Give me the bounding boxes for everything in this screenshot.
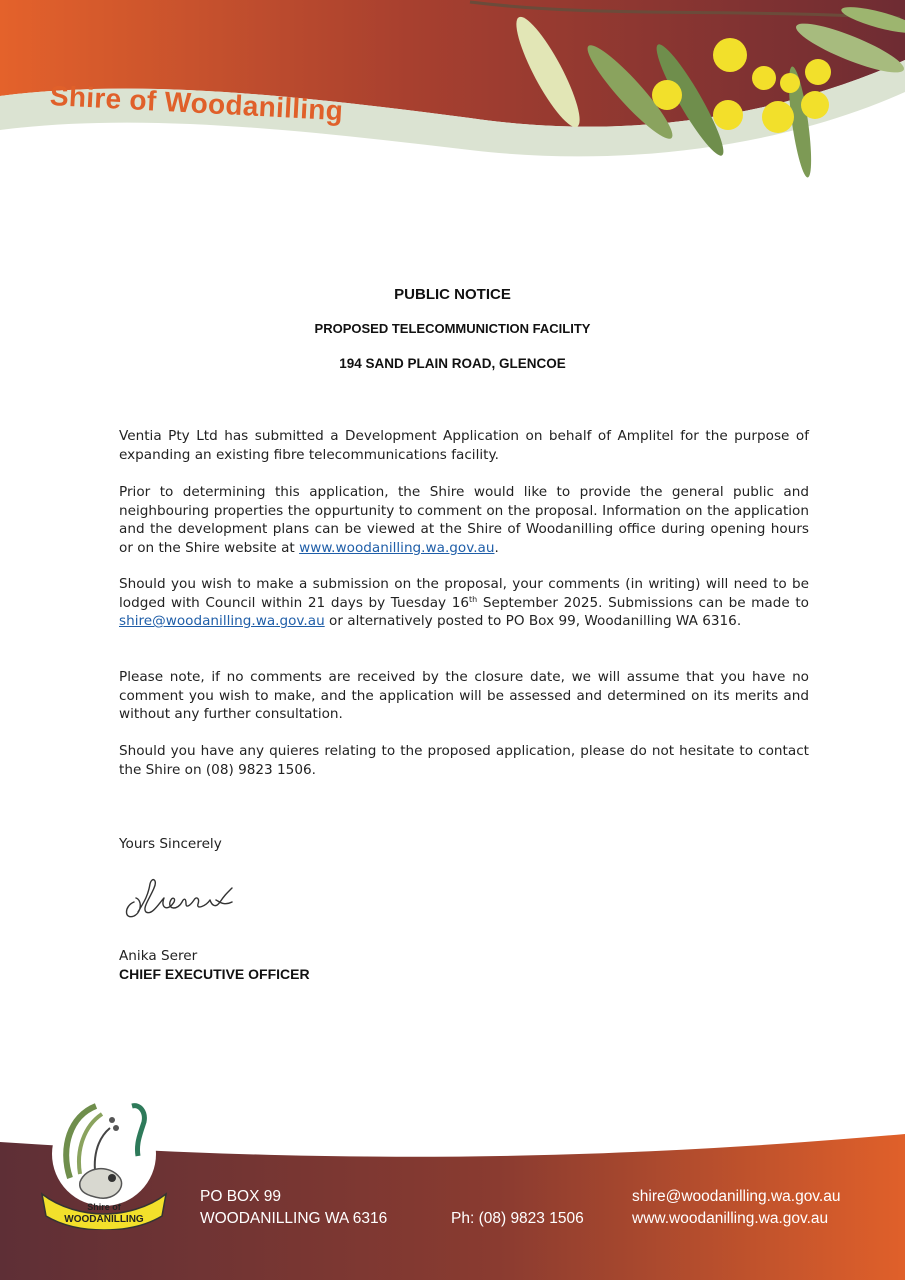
paragraph-submission-text-3: or alternatively posted to PO Box 99, Woodanilling WA 6316. (324, 613, 742, 629)
signature-image (120, 872, 250, 926)
email-link[interactable]: shire@woodanilling.wa.gov.au (119, 613, 325, 629)
paragraph-information-text: Prior to determining this application, the Shire would like to provide the general public and neighbouring properties the oppurtunity to comment on the proposal. Information on the application and the development plans can be viewed at the Shire of Woodanilling office during opening hours or on the Shire website at (119, 484, 809, 556)
website-link[interactable]: www.woodanilling.wa.gov.au (299, 539, 495, 556)
footer-email: shire@woodanilling.wa.gov.au (632, 1188, 841, 1205)
signer-title: CHIEF EXECUTIVE OFFICER (119, 966, 310, 982)
footer-website: www.woodanilling.wa.gov.au (632, 1210, 829, 1227)
paragraph-submission-text-2: September 2025. Submissions can be made to (477, 594, 809, 611)
brand-name: Shire of Woodanilling (49, 80, 344, 127)
paragraph-application: Ventia Pty Ltd has submitted a Development Application on behalf of Amplitel for the purpose of expanding an existing fibre telecommunications facility. (119, 428, 809, 463)
paragraph-submission (119, 575, 809, 631)
notice-address: 194 SAND PLAIN ROAD, GLENCOE (339, 356, 566, 371)
crest-text-bottom: WOODANILLING (64, 1214, 144, 1225)
shire-crest-logo (40, 1098, 168, 1230)
ordinal-suffix: th (469, 594, 478, 604)
footer-po-box: PO BOX 99 (200, 1188, 281, 1205)
notice-title: PUBLIC NOTICE (394, 286, 511, 303)
paragraph-information (119, 483, 809, 557)
crest-text-top: Shire of (87, 1202, 121, 1212)
paragraph-submission-text: Should you wish to make a submission on the proposal, your comments (in writing) will need to be lodged with Council within 21 days by Tuesday 16 (119, 576, 809, 611)
closing-salutation: Yours Sincerely (119, 836, 222, 852)
footer-town: WOODANILLING WA 6316 (200, 1210, 388, 1227)
paragraph-information-end: . (494, 539, 499, 556)
notice-subtitle: PROPOSED TELECOMMUNICTION FACILITY (314, 321, 591, 336)
footer-phone: Ph: (08) 9823 1506 (451, 1210, 584, 1227)
signer-name: Anika Serer (119, 948, 198, 964)
paragraph-closure-note: Please note, if no comments are received by the closure date, we will assume that you have no comment you wish to make, and the application will be assessed and determined on its merits and without any further consultation. (119, 669, 809, 722)
paragraph-contact: Should you have any quieres relating to the proposed application, please do not hesitate to contact the Shire on (08) 9823 1506. (119, 743, 809, 778)
